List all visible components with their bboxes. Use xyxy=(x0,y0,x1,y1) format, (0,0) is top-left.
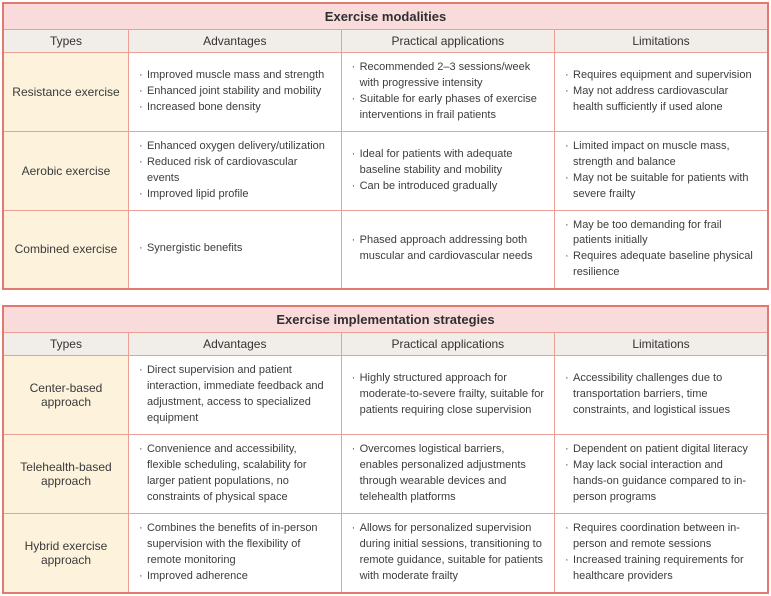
column-header-practical-applications: Practical applications xyxy=(341,333,554,356)
limitations-cell xyxy=(555,53,768,132)
practical-applications-cell xyxy=(341,210,554,289)
bullet-item: · May not be suitable for patients with severe frailty xyxy=(564,171,759,203)
bullet-item: · Requires adequate baseline physical resilience xyxy=(564,249,759,281)
advantages-cell xyxy=(128,435,341,514)
practical-applications-list xyxy=(351,60,546,124)
table-title-row xyxy=(3,3,768,30)
bullet-item: · Requires equipment and supervision xyxy=(564,68,759,84)
table-header-row xyxy=(3,333,768,356)
table-row xyxy=(3,131,768,210)
column-header-limitations: Limitations xyxy=(555,30,768,53)
bullet-item: · Enhanced oxygen delivery/utilization xyxy=(138,139,333,155)
limitations-cell xyxy=(555,131,768,210)
limitations-cell xyxy=(555,513,768,592)
limitations-cell xyxy=(555,356,768,435)
bullet-item: · Suitable for early phases of exercise interventions in frail patients xyxy=(351,92,546,124)
limitations-list xyxy=(564,442,759,506)
column-header-advantages: Advantages xyxy=(128,30,341,53)
advantages-list xyxy=(138,241,333,257)
limitations-list xyxy=(564,68,759,116)
column-header-practical-applications: Practical applications xyxy=(341,30,554,53)
type-cell: Hybrid exercise approach xyxy=(3,513,128,592)
bullet-item: · Enhanced joint stability and mobility xyxy=(138,84,333,100)
practical-applications-list xyxy=(351,233,546,265)
type-cell: Aerobic exercise xyxy=(3,131,128,210)
bullet-item: · Phased approach addressing both muscular and cardiovascular needs xyxy=(351,233,546,265)
limitations-list xyxy=(564,371,759,419)
bullet-item: · Synergistic benefits xyxy=(138,241,333,257)
bullet-item: · Recommended 2–3 sessions/week with progressive intensity xyxy=(351,60,546,92)
table-title: Exercise implementation strategies xyxy=(3,306,768,333)
bullet-item: · Increased bone density xyxy=(138,100,333,116)
bullet-item: · Direct supervision and patient interaction, immediate feedback and adjustment, access to specialized equipment xyxy=(138,363,333,427)
advantages-cell xyxy=(128,131,341,210)
exercise-modalities-table xyxy=(2,2,769,290)
column-header-types: Types xyxy=(3,30,128,53)
column-header-limitations: Limitations xyxy=(555,333,768,356)
type-cell: Center-based approach xyxy=(3,356,128,435)
table-header-row xyxy=(3,30,768,53)
practical-applications-cell xyxy=(341,435,554,514)
practical-applications-cell xyxy=(341,356,554,435)
column-header-types: Types xyxy=(3,333,128,356)
limitations-cell xyxy=(555,435,768,514)
bullet-item: · Highly structured approach for moderate-to-severe frailty, suitable for patients requiring close supervision xyxy=(351,371,546,419)
advantages-list xyxy=(138,442,333,506)
bullet-item: · Accessibility challenges due to transportation barriers, time constraints, and logistical issues xyxy=(564,371,759,419)
limitations-list xyxy=(564,218,759,282)
bullet-item: · Can be introduced gradually xyxy=(351,179,546,195)
advantages-list xyxy=(138,363,333,427)
advantages-list xyxy=(138,521,333,585)
type-cell: Combined exercise xyxy=(3,210,128,289)
table-title: Exercise modalities xyxy=(3,3,768,30)
advantages-list xyxy=(138,139,333,203)
advantages-cell xyxy=(128,53,341,132)
practical-applications-list xyxy=(351,371,546,419)
practical-applications-cell xyxy=(341,53,554,132)
type-cell: Resistance exercise xyxy=(3,53,128,132)
practical-applications-cell xyxy=(341,131,554,210)
table-row xyxy=(3,356,768,435)
bullet-item: · May be too demanding for frail patients initially xyxy=(564,218,759,250)
limitations-list xyxy=(564,521,759,585)
bullet-item: · Improved muscle mass and strength xyxy=(138,68,333,84)
bullet-item: · Overcomes logistical barriers, enables personalized adjustments through wearable devices and telehealth platforms xyxy=(351,442,546,506)
bullet-item: · May lack social interaction and hands-on guidance compared to in-person programs xyxy=(564,458,759,506)
advantages-cell xyxy=(128,513,341,592)
advantages-cell xyxy=(128,210,341,289)
practical-applications-list xyxy=(351,521,546,585)
bullet-item: · Requires coordination between in-person and remote sessions xyxy=(564,521,759,553)
bullet-item: · Allows for personalized supervision during initial sessions, transitioning to remote guidance, suitable for patients with moderate frailty xyxy=(351,521,546,585)
table-row xyxy=(3,53,768,132)
bullet-item: · Convenience and accessibility, flexible scheduling, scalability for larger patient populations, no constraints of physical space xyxy=(138,442,333,506)
bullet-item: · Reduced risk of cardiovascular events xyxy=(138,155,333,187)
bullet-item: · Ideal for patients with adequate baseline stability and mobility xyxy=(351,147,546,179)
practical-applications-cell xyxy=(341,513,554,592)
bullet-item: · May not address cardiovascular health sufficiently if used alone xyxy=(564,84,759,116)
bullet-item: · Improved adherence xyxy=(138,569,333,585)
practical-applications-list xyxy=(351,442,546,506)
advantages-cell xyxy=(128,356,341,435)
advantages-list xyxy=(138,68,333,116)
column-header-advantages: Advantages xyxy=(128,333,341,356)
table-title-row xyxy=(3,306,768,333)
type-cell: Telehealth-based approach xyxy=(3,435,128,514)
bullet-item: · Increased training requirements for healthcare providers xyxy=(564,553,759,585)
limitations-cell xyxy=(555,210,768,289)
bullet-item: · Limited impact on muscle mass, strength and balance xyxy=(564,139,759,171)
table-row xyxy=(3,210,768,289)
bullet-item: · Combines the benefits of in-person supervision with the flexibility of remote monitoring xyxy=(138,521,333,569)
bullet-item: · Improved lipid profile xyxy=(138,187,333,203)
bullet-item: · Dependent on patient digital literacy xyxy=(564,442,759,458)
table-row xyxy=(3,513,768,592)
practical-applications-list xyxy=(351,147,546,195)
exercise-implementation-strategies-table xyxy=(2,305,769,593)
table-row xyxy=(3,435,768,514)
limitations-list xyxy=(564,139,759,203)
